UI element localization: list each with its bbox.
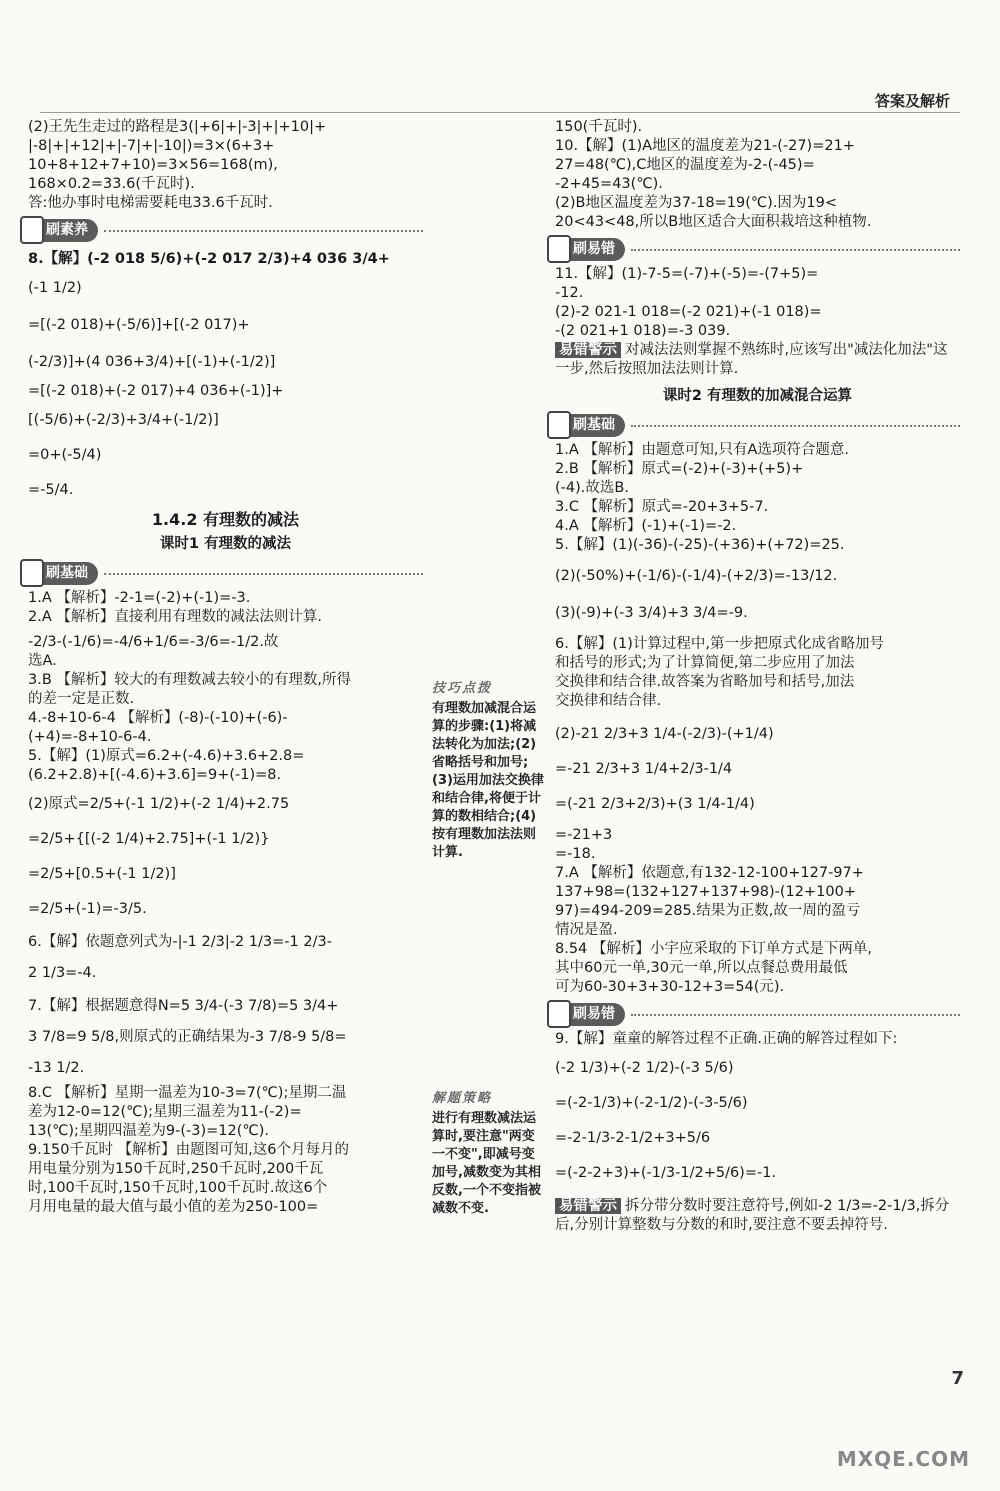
tip-box-jieti (432, 1090, 544, 1218)
tip-title: 技巧点拨 (432, 681, 493, 696)
text-line: 27=48(℃),C地区的温度差为-2-(-45)= (555, 157, 815, 173)
text-line: 168×0.2=33.6(千瓦时). (28, 176, 195, 192)
header-divider (40, 112, 960, 113)
text-line: =-2-1/3-2-1/2+3+5/6 (555, 1130, 711, 1146)
answer-line: =2/5+[0.5+(-1 1/2)] (28, 866, 176, 882)
answer-line: 6.【解】依题意列式为-|-1 2/3|-2 1/3=-1 2/3- (28, 934, 332, 950)
answer-line: =-18. (555, 846, 596, 862)
answer-line: 4.-8+10-6-4 【解析】(-8)-(-10)+(-6)- (28, 710, 288, 726)
tip-box-jiqiao (432, 680, 544, 862)
text-line: (-1 1/2) (28, 280, 82, 296)
warning-text: 对减法法则掌握不熟练时,应该写出"减法化加法"这一步,然后按照加法法则计算. (555, 342, 948, 377)
answer-line: 5.【解】(1)原式=6.2+(-4.6)+3.6+2.8= (28, 748, 305, 764)
text-line: 20<43<48,所以B地区适合大面积栽培这种植物. (555, 214, 872, 230)
section-header-yicuo: 刷易错 (555, 238, 960, 261)
text-line: 150(千瓦时). (555, 119, 643, 135)
answer-line: 交换律和结合律. (555, 693, 662, 709)
text-line: 11.【解】(1)-7-5=(-7)+(-5)=-(7+5)= (555, 266, 819, 282)
section-header-yicuo-2: 刷易错 (555, 1003, 960, 1026)
answer-line: 9.150千瓦时 【解析】由题图可知,这6个月每月的 (28, 1142, 349, 1158)
warning-text: 拆分带分数时要注意符号,例如-2 1/3=-2-1/3,拆分后,分别计算整数与分数的和时,要注意不要丢掉符号. (555, 1198, 950, 1233)
section-title-142: 1.4.2 有理数的减法 (151, 510, 300, 529)
answer-line: 7.A 【解析】依题意,有132-12-100+127-97+ (555, 865, 864, 881)
answer-line: 时,100千瓦时,150千瓦时,100千瓦时.故这6个 (28, 1180, 328, 1196)
text-line: =[(-2 018)+(-5/6)]+[(-2 017)+ (28, 317, 250, 333)
answer-line: -13 1/2. (28, 1060, 85, 1076)
warning-box (555, 341, 960, 379)
text-line: [(-5/6)+(-2/3)+3/4+(-1/2)] (28, 412, 219, 428)
text-line: -12. (555, 285, 584, 301)
answer-line: (2)(-50%)+(-1/6)-(-1/4)-(+2/3)=-13/12. (555, 568, 838, 584)
text-line: =0+(-5/4) (28, 447, 102, 463)
text-line: 答:他办事时电梯需要耗电33.6千瓦时. (28, 195, 273, 211)
answer-line: =2/5+(-1)=-3/5. (28, 901, 147, 917)
answer-line: -2/3-(-1/6)=-4/6+1/6=-3/6=-1/2.故 (28, 634, 279, 650)
answer-line: 8.C 【解析】星期一温差为10-3=7(℃);星期二温 (28, 1085, 347, 1101)
answer-line: (+4)=-8+10-6-4. (28, 729, 152, 745)
answer-line: 7.【解】根据题意得N=5 3/4-(-3 7/8)=5 3/4+ (28, 998, 339, 1014)
answer-line: 交换律和结合律.故答案为省略加号和括号,加法 (555, 674, 855, 690)
tip-text: 有理数加减混合运算的步骤:(1)将减法转化为加法;(2)省略括号和加号;(3)运用加法交换律和结合律,将便于计算的数相结合;(4)按有理数加法法则计算. (432, 701, 544, 860)
answer-line: =-21 2/3+3 1/4+2/3-1/4 (555, 761, 733, 777)
text-line: 10+8+12+7+10)=3×56=168(m), (28, 157, 278, 173)
lesson-title-1: 课时1 有理数的减法 (159, 536, 292, 552)
answer-line: 2 1/3=-4. (28, 965, 97, 981)
answer-line: 和括号的形式;为了计算简便,第二步应用了加法 (555, 655, 855, 671)
answer-line: (2)原式=2/5+(-1 1/2)+(-2 1/4)+2.75 (28, 796, 290, 812)
right-column (555, 118, 960, 1235)
section-header-suyang: 刷素养 (28, 219, 423, 242)
answer-line: 4.A 【解析】(-1)+(-1)=-2. (555, 518, 737, 534)
text-line: (-2/3)]+(4 036+3/4)+[(-1)+(-1/2)] (28, 354, 276, 370)
left-column (28, 118, 423, 1217)
text-line: (-2 1/3)+(-2 1/2)-(-3 5/6) (555, 1060, 734, 1076)
header-title: 答案及解析 (874, 92, 950, 110)
lesson-title-2: 课时2 有理数的加减混合运算 (662, 388, 853, 404)
answer-line: (-4).故选B. (555, 480, 629, 496)
tip-text: 进行有理数减法运算时,要注意"两变一不变",即减号变加号,减数变为其相反数,一个不变指被减数不变. (432, 1111, 541, 1216)
answer-line: 差为12-0=12(℃);星期三温差为11-(-2)= (28, 1104, 302, 1120)
answer-line: 情况是盈. (555, 922, 618, 938)
answer-line: 1.A 【解析】由题意可知,只有A选项符合题意. (555, 442, 849, 458)
warning-label: 易错警示 (555, 342, 621, 358)
answer-line: 8.54 【解析】小宇应采取的下订单方式是下两单, (555, 941, 873, 957)
text-line: =(-2-1/3)+(-2-1/2)-(-3-5/6) (555, 1095, 748, 1111)
warning-box (555, 1197, 960, 1235)
section-header-jichu: 刷基础 (28, 562, 423, 585)
answer-line: 用电量分别为150千瓦时,250千瓦时,200千瓦 (28, 1161, 324, 1177)
answer-line: 6.【解】(1)计算过程中,第一步把原式化成省略加号 (555, 636, 884, 652)
answer-line: 其中60元一单,30元一单,所以点餐总费用最低 (555, 960, 848, 976)
text-line: -2+45=43(℃). (555, 176, 663, 192)
answer-line: 1.A 【解析】-2-1=(-2)+(-1)=-3. (28, 590, 251, 606)
text-line: =(-2-2+3)+(-1/3-1/2+5/6)=-1. (555, 1165, 777, 1181)
answer-line: 的差一定是正数. (28, 691, 135, 707)
answer-line: 可为60-30+3+30-12+3=54(元). (555, 979, 785, 995)
answer-line: =2/5+{[(-2 1/4)+2.75]+(-1 1/2)} (28, 831, 270, 847)
answer-line: 月用电量的最大值与最小值的差为250-100= (28, 1199, 319, 1215)
answer-line: 3 7/8=9 5/8,则原式的正确结果为-3 7/8-9 5/8= (28, 1029, 347, 1045)
answer-line: 5.【解】(1)(-36)-(-25)-(+36)+(+72)=25. (555, 537, 845, 553)
answer-line: =-21+3 (555, 827, 613, 843)
answer-line: 3.B 【解析】较大的有理数减去较小的有理数,所得 (28, 672, 351, 688)
text-line: =[(-2 018)+(-2 017)+4 036+(-1)]+ (28, 383, 284, 399)
answer-line: (6.2+2.8)+[(-4.6)+3.6]=9+(-1)=8. (28, 767, 282, 783)
answer-line: 13(℃);星期四温差为9-(-3)=12(℃). (28, 1123, 269, 1139)
watermark: MXQE.COM (836, 1447, 970, 1471)
answer-line: 2.A 【解析】直接利用有理数的减法法则计算. (28, 609, 322, 625)
warning-label: 易错警示 (555, 1198, 621, 1214)
text-line: |-8|+|+12|+|-7|+|-10|)=3×(6+3+ (28, 138, 275, 154)
section-header-jichu-2: 刷基础 (555, 414, 960, 437)
answer-line: (2)-21 2/3+3 1/4-(-2/3)-(+1/4) (555, 726, 774, 742)
answer-line: 137+98=(132+127+137+98)-(12+100+ (555, 884, 856, 900)
text-line: (2)王先生走过的路程是3(|+6|+|-3|+|+10|+ (28, 119, 327, 135)
text-line: =-5/4. (28, 482, 74, 498)
page-number: 7 (951, 1368, 964, 1389)
answer-line: =(-21 2/3+2/3)+(3 1/4-1/4) (555, 796, 755, 812)
text-line: -(2 021+1 018)=-3 039. (555, 323, 731, 339)
tip-title: 解题策略 (432, 1091, 493, 1106)
answer-line: (3)(-9)+(-3 3/4)+3 3/4=-9. (555, 605, 748, 621)
text-line: 10.【解】(1)A地区的温度差为21-(-27)=21+ (555, 138, 855, 154)
answer-line: 97)=494-209=285.结果为正数,故一周的盈亏 (555, 903, 861, 919)
answer-line: 2.B 【解析】原式=(-2)+(-3)+(+5)+ (555, 461, 804, 477)
text-line: (2)B地区温度差为37-18=19(℃).因为19< (555, 195, 838, 211)
answer-line: 选A. (28, 653, 57, 669)
answer-line: 3.C 【解析】原式=-20+3+5-7. (555, 499, 769, 515)
text-line: 9.【解】童童的解答过程不正确.正确的解答过程如下: (555, 1031, 898, 1047)
text-line: 8.【解】(-2 018 5/6)+(-2 017 2/3)+4 036 3/4+ (28, 251, 390, 267)
text-line: (2)-2 021-1 018=(-2 021)+(-1 018)= (555, 304, 822, 320)
